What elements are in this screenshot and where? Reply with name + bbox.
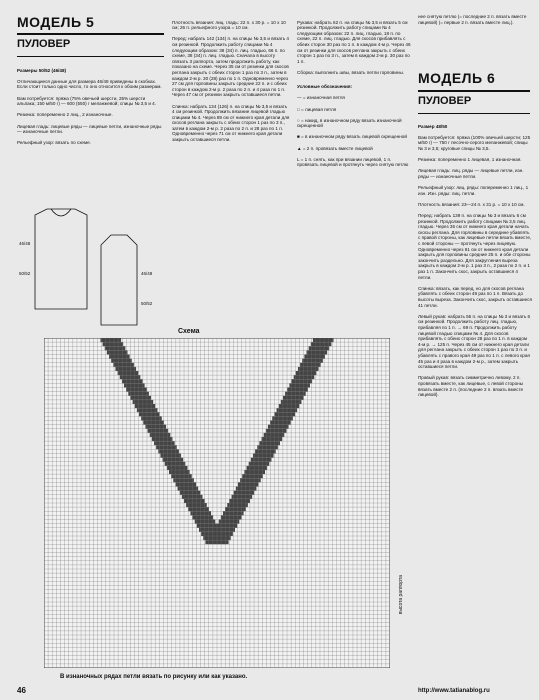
model5-title: МОДЕЛЬ 5 <box>17 14 95 30</box>
chart-pattern-band <box>249 462 270 466</box>
chart-pattern-band <box>197 524 218 528</box>
chart-pattern-band <box>238 482 259 486</box>
chart-pattern-band <box>152 437 173 441</box>
chart-pattern-band <box>122 379 143 383</box>
chart-pattern-band <box>173 478 194 482</box>
chart-pattern-band <box>148 429 169 433</box>
chart-pattern-band <box>266 429 287 433</box>
chart-pattern-band <box>304 355 325 359</box>
symbol-5: ▲ = 2 п. провязать вместе лицевой <box>297 145 373 151</box>
model5-text-col3 <box>297 14 413 336</box>
front-piece-outline <box>35 209 87 309</box>
model5-front: Перед: набрать 142 (134) п. на спицы № 3,5 и вязать 4 см резинкой. Продолжить работу спицами № 4 следующим образом: 38 (34) п. лиц. гладью, 66 п. по схеме, 38 (34) п. лиц. гладью. Сначала в высоту связать 3 раппорта, затем продолжить работу, как показано на схеме. Через 35 см от резинки для скосов реглана закрыть с обеих сторон 1 раз по 3 п., затем в каждом 2-м р. 30 (28) раз по 1 п. Одновременно через 27 см для горловины закрыть средние 22 п. и с обеих сторон в каждом 2-м р. 2 раза по 2 п. и 4 раза по 1 п. Через 47 см от резинки закрыть оставшиеся петли. <box>172 36 289 98</box>
size-label-1: 46/48 <box>19 241 31 246</box>
chart-pattern-band <box>313 338 334 342</box>
model5-text-col1 <box>17 62 165 210</box>
model5-title-rule <box>17 33 164 35</box>
model5-intro: Отличающиеся данные для размера 46/48 приведены в скобках. Если стоит только одно число, то оно относится к обоим размерам. <box>17 78 162 90</box>
model5-assembly: Сборка: выполнить швы, вязать петли горловины. <box>297 69 405 75</box>
chart-pattern-band <box>251 458 272 462</box>
chart-pattern-band <box>234 491 255 495</box>
chart-pattern-band <box>225 507 246 511</box>
chart-pattern-band <box>175 482 196 486</box>
symbol-2: □ = лицевая петля <box>297 106 337 112</box>
garment-schematics <box>17 205 167 335</box>
chart-pattern-band <box>229 499 250 503</box>
chart-pattern-band <box>244 470 265 474</box>
symbol-6: L = 1 п. снять, как при вязании лицевой, 1 п. провязать лицевой и протянуть через снятую петлю <box>297 156 409 168</box>
chart-pattern-band <box>212 532 233 536</box>
chart-pattern-band <box>169 470 190 474</box>
model6-ribbing: Резинка: попеременно 1 лицевая, 1 изнаночная. <box>418 157 522 163</box>
model5-sizes: Размеры 50/52 (46/48) <box>17 67 67 73</box>
symbols-title: Условные обозначения: <box>297 84 353 90</box>
model6-left-sleeve: Левый рукав: набрать 55 п. на спицы № 3 и вязать 6 см резинкой. Продолжить работу лиц. гладью, прибавляя по 1 п. → 69 п. Продолжить работу лицевой гладью спицами № 4. Для скосов прибавлять с обеих сторон 28 раз по 1 п. в каждом 4-м р. → 125 п. Через 45 см от нижнего края детали для реглана закрыть с обеих сторон 1 раз по 3 п. и убавлять с правого края 49 раз по 1 п. с левого края 45 раз и 4 раза в каждом 2-м р., затем закрыть оставшиеся петли. <box>418 313 531 370</box>
chart-pattern-band <box>289 383 310 387</box>
schema-label: Схема <box>178 328 200 335</box>
model5-materials: Вам потребуется: пряжа (75% овечьей шерсти, 25% шерсти альпака; 150 м/50 г) — 600 (550) г меланжевой; спицы № 3,5 и 4. <box>17 95 157 107</box>
chart-pattern-band <box>302 359 323 363</box>
chart-pattern-band <box>113 363 134 367</box>
model6-subtitle-rule <box>418 113 530 114</box>
chart-pattern-band <box>272 416 293 420</box>
chart-pattern-band <box>150 433 171 437</box>
chart-footnote: В изнаночных рядах петли вязать по рисунку или как указано. <box>60 674 248 680</box>
chart-pattern-band <box>139 412 160 416</box>
chart-pattern-band <box>190 511 211 515</box>
model6-back: Спинка: вязать, как перед, но для скосов реглана убавлять с обеих сторон 49 раз по 1 п. Вязать до высоты выреза. Закончить скос, закрыть оставшиеся 41 петли. <box>418 285 532 308</box>
size-label-4: 50/52 <box>141 301 153 306</box>
model6-sizes: Размер 48/50 <box>418 123 448 129</box>
chart-pattern-band <box>180 491 201 495</box>
chart-pattern-band <box>259 441 280 445</box>
model5-ribbing: Резинка: попеременно 2 лиц., 2 изнаночные. <box>17 112 113 118</box>
symbol-1: — = изнаночная петля <box>297 95 345 101</box>
chart-pattern-band <box>274 412 295 416</box>
chart-pattern-band <box>143 421 164 425</box>
model6-front: Перед: набрать 139 п. на спицы № 3 и вязать 6 см резинкой. Продолжить работу спицами № 3,5 лиц. гладью. Через 36 см от нижнего края детали начать скосы реглана. Для горловины в середине убавлять с правой стороны, как лицевые петли вязать вместе, с левой стороны — протянуть через лицевую. Одновременно через 61 см от нижнего края детали закрыть для горловины средние 25 п. и обе стороны закончить раздельно. Для закругления выреза закрыть в каждом 2-м р. 1 раз 3 п., 2 раза по 2 п. и 1 раз 1 п. Закончить скос, закрыть оставшиеся 4 петли. <box>418 213 532 280</box>
model5-relief: Рельефный узор: вязать по схеме. <box>17 140 91 146</box>
model6-title: МОДЕЛЬ 6 <box>418 70 496 86</box>
chart-pattern-band <box>221 515 242 519</box>
model6-density: Плотность вязания: 23—24 п. x 31 р. = 10 x 10 см. <box>418 201 525 207</box>
chart-pattern-band <box>210 536 231 540</box>
chart-pattern-band <box>247 466 268 470</box>
symbol-4: ■ = в изнаночном ряду вязать лицевой скрещенной <box>297 134 407 140</box>
chart-pattern-band <box>154 441 175 445</box>
chart-pattern-band <box>298 367 319 371</box>
chart-pattern-band <box>296 371 317 375</box>
chart-pattern-band <box>262 437 283 441</box>
chart-pattern-band <box>236 487 257 491</box>
website-watermark: http://www.tatianablog.ru <box>418 688 490 694</box>
front-neckline <box>51 209 71 216</box>
chart-pattern-band <box>145 425 166 429</box>
rapport-height-label: высота раппорта <box>398 575 404 615</box>
model5-sleeves: Рукава: набрать 62 п. на спицы № 3,5 и вязать 5 см резинкой. Продолжить работу спицами № 4 следующим образом: 22 п. лиц. гладью, 18 п. по схеме, 22 п. лиц. гладью. Для скосов прибавлять с обеих сторон 30 раз по 1 п. в каждом 4-м р. Через 46 см от резинки для скосов реглана закрыть с обеих сторон 1 раз по 3 п., затем в каждом 2-м р. 30 раз по 1 п. <box>297 19 411 64</box>
model6-subtitle: ПУЛОВЕР <box>418 95 472 107</box>
chart-pattern-band <box>118 371 139 375</box>
chart-pattern-band <box>100 338 121 342</box>
chart-pattern-band <box>184 499 205 503</box>
chart-pattern-band <box>287 388 308 392</box>
chart-pattern-band <box>141 416 162 420</box>
chart-pattern-band <box>193 515 214 519</box>
model6-text <box>418 118 532 683</box>
model6-title-rule <box>418 90 530 92</box>
chart-pattern-band <box>294 375 315 379</box>
symbol-3: ○ = накид, в изнаночном ряду вязать изнаночной скрещенной <box>297 117 402 129</box>
model6-materials: Вам потребуется: пряжа (100% овечьей шерсти; 125 м/50 г) — 750 г песочно-серого меланжевой; спицы № 3 и 3,5; круговые спицы № 3,5. <box>418 134 531 151</box>
model5-subtitle: ПУЛОВЕР <box>17 38 71 50</box>
chart-pattern-band <box>268 425 289 429</box>
top-right-fragment: нее снятую петлю (= последние 2 п. вязать вместе лицевой) (= первые 2 п. вязать вместе лиц.). <box>418 14 527 25</box>
chart-pattern-band <box>124 383 145 387</box>
size-label-2: 50/52 <box>19 271 31 276</box>
model5-subtitle-rule <box>17 56 164 57</box>
chart-pattern-band <box>163 458 184 462</box>
chart-pattern-band <box>126 388 147 392</box>
chart-pattern-band <box>300 363 321 367</box>
chart-pattern-band <box>214 528 235 532</box>
chart-pattern-band <box>219 520 240 524</box>
model6-right-sleeve: Правый рукав: вязать симметрично левому. 2 п. провязать вместе, как лицевые, с левой стороны вязать вместе 2 п. (последние 2 п. вязать вместе лицевой). <box>418 375 524 398</box>
chart-pattern-band <box>279 404 300 408</box>
chart-pattern-band <box>115 367 136 371</box>
model6-relief: Рельефный узор: лиц. ряды: попеременно 1 лиц., 1 изн. Изн. ряды: лиц. петли. <box>418 185 529 196</box>
chart-pattern-band <box>120 375 141 379</box>
chart-pattern-band <box>165 462 186 466</box>
chart-pattern-band <box>270 421 291 425</box>
model5-stockinette: Лицевая гладь: лицевые ряды — лицевые петли, изнаночные ряды — изнаночные петли. <box>17 123 162 135</box>
chart-pattern-band <box>137 408 158 412</box>
chart-pattern-band <box>111 359 132 363</box>
chart-pattern-band <box>277 408 298 412</box>
chart-pattern-band <box>208 540 229 544</box>
chart-pattern-band <box>292 379 313 383</box>
chart-pattern-band <box>135 404 156 408</box>
model5-back: Спинка: набрать 134 (126) п. на спицы № 3,5 и вязать 4 см резинкой. Продолжить вязание лицевой гладью спицами № 4. Через 89 см от нижнего края детали для скосов реглана закрыть с обеих сторон 1 раз по 3 п., затем в каждом 2-м р. 2 раза по 2 п. и 28 раз по 1 п. Одновременно через 71 см от нижнего края детали закрыть оставшиеся петли. <box>172 103 290 143</box>
chart-pattern-band <box>130 396 151 400</box>
chart-pattern-band <box>188 507 209 511</box>
model6-stockinette: Лицевая гладь: лиц. ряды — лицевые петли, изн. ряды — изнаночные петли. <box>418 168 524 179</box>
chart-pattern-band <box>109 355 130 359</box>
chart-pattern-band <box>195 520 216 524</box>
chart-pattern-band <box>217 524 238 528</box>
chart-pattern-band <box>223 511 244 515</box>
model5-text-col2 <box>172 14 290 336</box>
chart-pattern-band <box>178 487 199 491</box>
chart-pattern-band <box>171 474 192 478</box>
size-label-3: 46/48 <box>141 271 153 276</box>
chart-pattern-band <box>283 396 304 400</box>
page-number: 46 <box>17 686 26 695</box>
chart-pattern-band <box>167 466 188 470</box>
chart-grid <box>44 338 390 668</box>
knitting-chart <box>44 338 390 668</box>
model5-density: Плотность вязания: лиц. гладь: 22 п. x 30 р. = 10 x 10 см; 26 п. рельефного узора = 10 см. <box>172 19 286 31</box>
chart-pattern-band <box>242 474 263 478</box>
chart-pattern-band <box>264 433 285 437</box>
chart-pattern-band <box>240 478 261 482</box>
sleeve-outline <box>101 235 137 325</box>
